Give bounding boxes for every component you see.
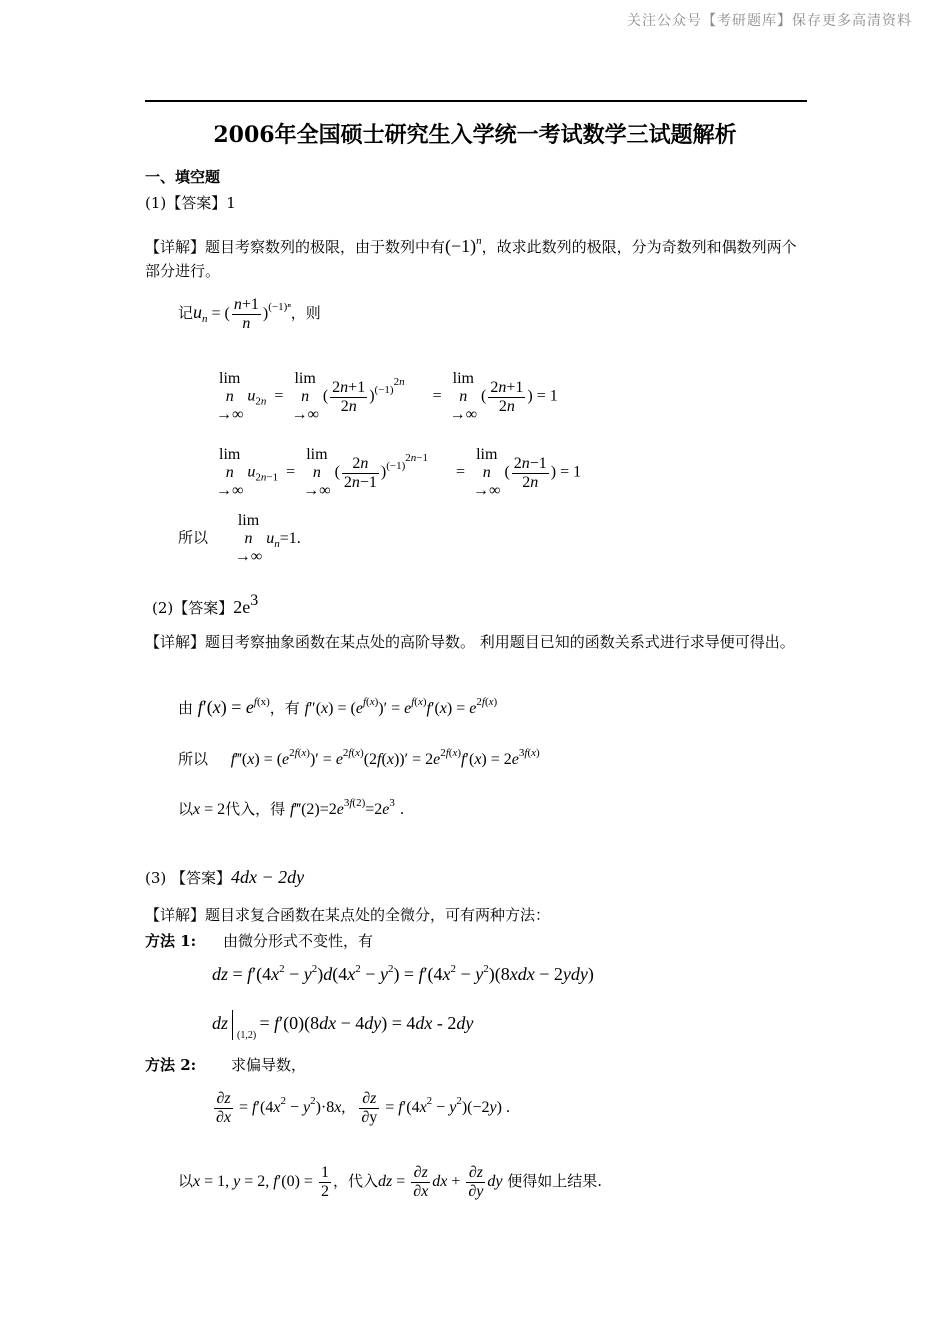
q3-method1-label: 方法 1: [145,932,197,950]
q2-answer [152,592,259,619]
q3-detail: 【详解】题目求复合函数在某点处的全微分，可有两种方法： [145,906,551,924]
q3-method1-eq1: dz = $f'(4x^2 - y^2)d(4x^2 - y^2) = f'(4x^2 - y^2)(8xdx - 2ydy)$ [212,963,594,984]
q2-line1: 由 $f'(x) = e^{f(x)}$，有 $f''(x) = (e^{f(x)})' = e^{f(x)}f'(x) = e^{2f(x)}$ [178,696,498,717]
q3-method2 [145,1054,306,1076]
watermark-text: 关注公众号【考研题库】保存更多高清资料 [627,13,912,29]
q3-method1-text: 由微分形式不变性，有 [222,932,373,950]
q3-final-mid: ，代入 [332,1172,378,1191]
q1-answer-value: 1 [226,194,236,212]
q1-detail [145,234,810,283]
q2-detail: 【详解】题目考察抽象函数在某点处的高阶导数。 利用题目已知的函数关系式进行求导便可得出。 [145,633,795,651]
q1-answer [145,192,236,214]
q2-line1-prefix: 由 [178,699,194,717]
q1-define-math: $u_n$ = ( $\frac{n+1}{n}$ )$^{(-1)^n}$ [193,296,291,332]
q2-answer-exponent: 3 [250,592,259,609]
q2-line3: 以x = 2代入，得 $f‴(2)=2e^{3f(2)}=2e^3$ . [178,797,405,818]
section-heading-fill-blank: 一、填空题 [145,168,221,186]
q1-odd-limit: lim n →∞ $u_{2n-1}$ = lim n →∞ ( $\frac{2n}{2n-1}$ )$^{(-1)^{2n-1}}$ = lim n →∞ ( $\frac{2n-1}{2n}$ ) = 1 [216,446,582,499]
q2-answer-prefix: (2)【答案】 [152,599,234,617]
q3-partials: $\frac{\partial z}{\partial x}$ = $f'(4x^2 - y^2)\cdot 8x$, $\frac{\partial z}{\partial y}$ = $f'(4x^2 - y^2)(-2y)$ . [216,1090,510,1126]
header-rule [145,100,807,102]
q3-answer-value: 4dx − 2dy [231,867,305,887]
q1-even-limit: lim n →∞ $u_{2n}$ = lim n →∞ ( $\frac{2n+1}{2n}$ )$^{(-1)^{2n}}$ = lim n →∞ ( $\frac{2n+1}{2n}$ ) = 1 [216,370,558,423]
q3-method1-eq2: dz (1,2) = f′(0)(8dx − 4dy) = 4dx - 2dy [212,1010,473,1040]
q3-final-end: 便得如上结果. [507,1172,603,1191]
q1-detail-text-a: 【详解】题目考察数列的极限，由于数列中有 [145,238,446,256]
q3-answer [145,866,304,889]
q1-conclusion-value: =1 [279,529,297,547]
q3-answer-prefix: (3) 【答案】 [145,869,232,887]
q1-detail-text-b: ，故求此数列的极限，分为奇数列和偶数列两个部分进行。 [145,238,797,280]
q3-method1 [145,930,373,952]
q3-final: 以x = 1, y = 2, f′(0) = $\frac{1}{2}$ ，代入dz = $\frac{\partial z}{\partial x}$ dx + $\frac{\partial z}{\partial y}$ dy 便得如上结果. [178,1164,603,1200]
q3-final-prefix: 以 [178,1172,194,1191]
q2-line1-mid: ，有 [269,699,300,717]
q2-line3-end: . [399,800,405,818]
q2-answer-value: 2e [233,597,251,617]
q2-line3-prefix: 以 [178,800,194,818]
q1-conclusion-prefix: 所以 [178,528,209,547]
q1-conclusion: 所以 lim n →∞ $u_n=1$. [178,512,301,565]
q3-method2-text: 求偏导数， [230,1056,306,1074]
q3-method2-label: 方法 2: [145,1056,197,1074]
document-title: 2006年全国硕士研究生入学统一考试数学三试题解析 [213,122,737,148]
q1-detail-math: $(-1)^n$ [445,235,482,256]
q2-line2-prefix: 所以 [178,750,209,768]
q1-define-suffix: ，则 [290,304,321,323]
q2-line3-mid: 代入，得 [225,800,286,818]
q1-definition [178,296,321,333]
q1-define-prefix: 记 [178,304,194,323]
q1-answer-prefix: (1)【答案】 [145,194,227,212]
q2-line2: 所以 f‴(x) = $(e^{2f(x)})' = e^{2f(x)}(2f(x))' = 2e^{2f(x)}f'(x) = 2e^{3f(x)}$ [178,747,540,768]
